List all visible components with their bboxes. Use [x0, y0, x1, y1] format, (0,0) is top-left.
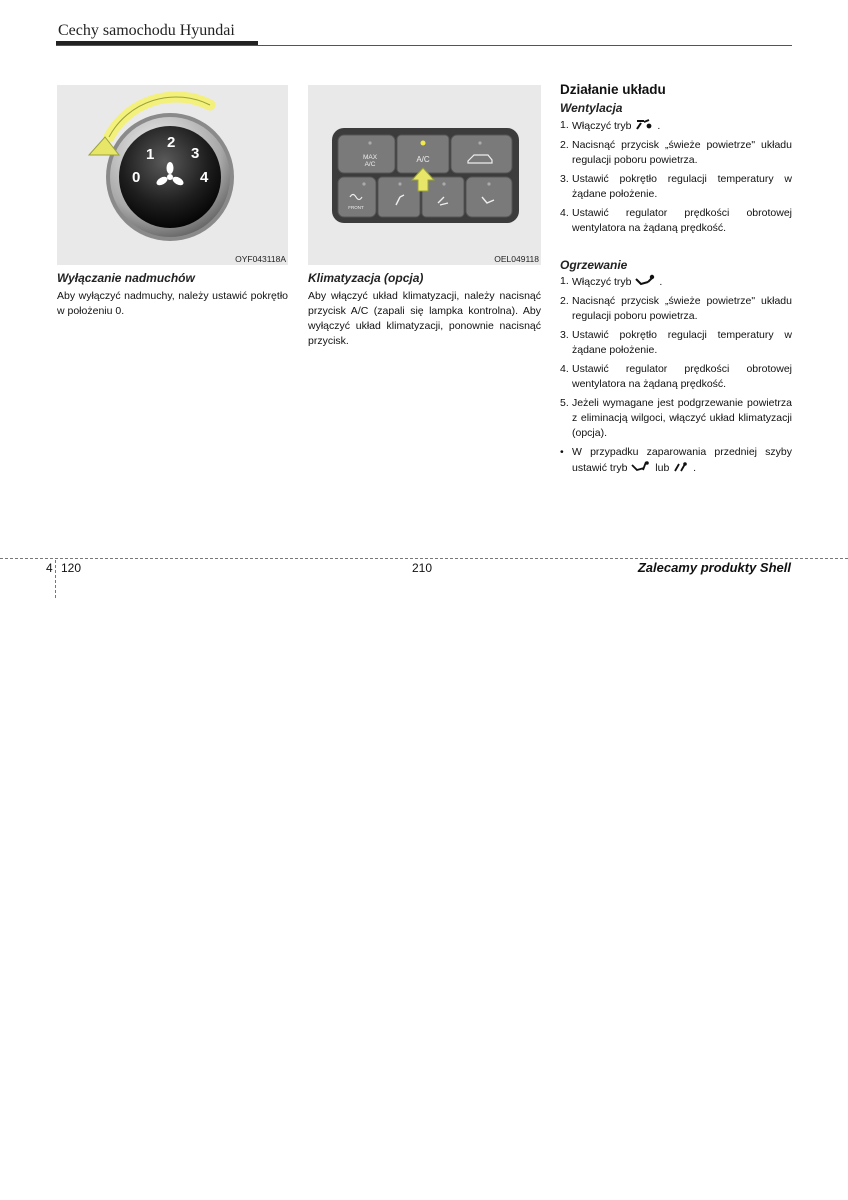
defrost-mode-icon [672, 460, 690, 474]
list-item: 4. Ustawić regulator prędkości obrotowej wentylatora na żądaną prędkość. [560, 207, 792, 234]
caption-title-fan-off: Wyłączanie nadmuchów [57, 271, 195, 285]
caption-title-ac: Klimatyzacja (opcja) [308, 271, 424, 285]
ac-indicator-lamp [421, 141, 426, 146]
list-item: 4. Ustawić regulator prędkości obrotowej wentylatora na żądaną prędkość. [560, 363, 792, 390]
header-title: Cechy samochodu Hyundai [58, 22, 235, 39]
dial-number-0: 0 [132, 169, 141, 186]
footer-chapter: 4 [46, 561, 53, 575]
vent-floor-mode-icon [634, 274, 656, 288]
heating-title: Ogrzewanie [560, 258, 628, 272]
list-item: 1. Włączyć tryb . [560, 275, 663, 288]
floor-defrost-mode-icon [630, 460, 652, 474]
ac-panel-illustration [308, 85, 541, 265]
list-item: 3. Ustawić pokrętło regulacji temperatury w żądane położenie. [560, 173, 792, 200]
ac-button-label: A/C [416, 155, 430, 164]
ventilation-steps [560, 118, 792, 240]
ac-panel-figure [308, 85, 541, 265]
list-item: 3. Ustawić pokrętło regulacji temperatury w żądane położenie. [560, 329, 792, 356]
figure-code: OEL049118 [494, 254, 539, 264]
dial-number-4: 4 [200, 169, 209, 186]
footer-center-number: 210 [412, 561, 433, 575]
header-rule [56, 45, 792, 46]
footer-page-number: 120 [61, 561, 82, 575]
dial-number-1: 1 [146, 146, 155, 163]
list-item-bullet: • W przypadku zaparowania przedniej szyby ustawić tryb lub . [560, 446, 792, 474]
footer-promo-text: Zalecamy produkty Shell [637, 560, 791, 575]
max-ac-label: MAX [362, 154, 378, 161]
footer-divider [0, 558, 848, 559]
list-item: 2. Nacisnąć przycisk „świeże powietrze" układu regulacji poboru powietrza. [560, 139, 792, 166]
list-item: 5. Jeżeli wymagane jest podgrzewanie powietrza z eliminacją wilgoci, włączyć układ klimatyzacji (opcja). [560, 397, 792, 439]
list-item: 1. Włączyć tryb . [560, 119, 661, 132]
max-ac-sub-label: A/C [364, 161, 376, 168]
fan-dial-illustration [57, 85, 288, 265]
caption-text-ac: Aby włączyć układ klimatyzacji, należy nacisnąć przycisk A/C (zapali się lampka kontrolna). Aby wyłączyć układ klimatyzacji, ponownie nacisnąć przycisk. [308, 290, 541, 347]
heating-steps [560, 274, 792, 480]
fan-dial-figure [57, 85, 288, 265]
ventilation-title: Wentylacja [560, 101, 623, 115]
figure-code: OYF043118A [235, 254, 286, 264]
dial-number-2: 2 [167, 134, 176, 151]
footer-vertical-divider [55, 560, 56, 598]
vent-face-mode-icon [634, 118, 654, 132]
list-item: 2. Nacisnąć przycisk „świeże powietrze" układu regulacji poboru powietrza. [560, 295, 792, 322]
caption-text-fan-off: Aby wyłączyć nadmuchy, należy ustawić pokrętło w położeniu 0. [57, 290, 288, 317]
dial-number-3: 3 [191, 145, 200, 162]
section-title: Działanie układu [560, 82, 666, 97]
front-label: FRONT [348, 205, 364, 210]
